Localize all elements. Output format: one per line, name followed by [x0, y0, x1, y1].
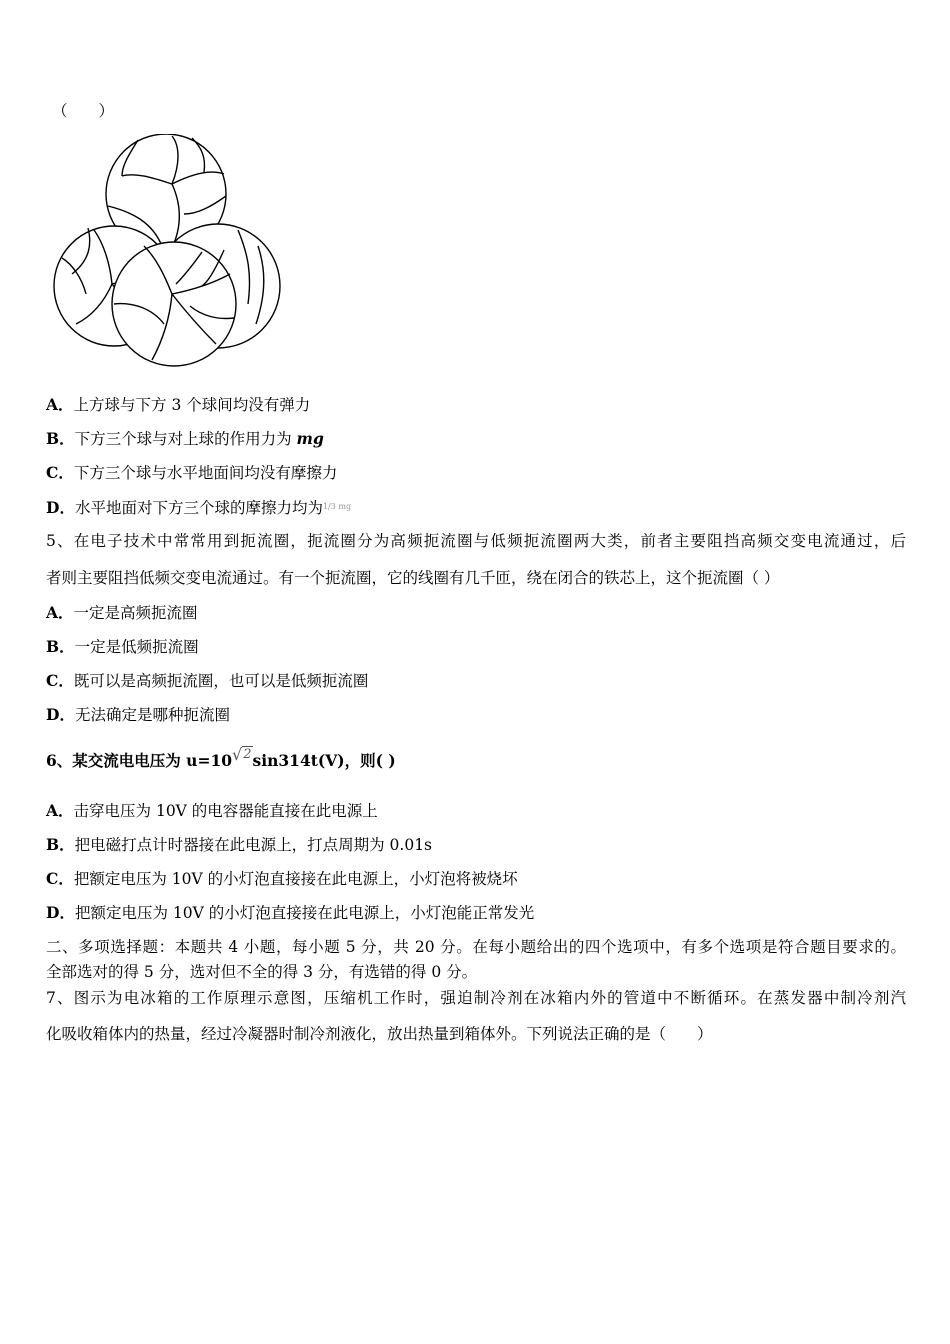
q5-stem-line2: 者则主要阻挡低频交变电流通过。有一个扼流圈，它的线圈有几千匝，绕在闭合的铁芯上，这个扼流圈（ ） [46, 569, 780, 587]
option-letter: A． [46, 603, 74, 622]
section2-heading-line1: 二、多项选择题：本题共 4 小题，每小题 5 分，共 20 分。在每小题给出的四个选项中，有多个选项是符合题目要求的。 [46, 938, 906, 956]
answer-parentheses: （ ） [52, 102, 115, 120]
option-letter: B． [46, 637, 75, 656]
option-letter: D． [46, 498, 75, 517]
option-text: 水平地面对下方三个球的摩擦力均为 [74, 499, 323, 517]
option-letter: D． [46, 705, 75, 724]
option-text: 一定是高频扼流圈 [73, 604, 198, 622]
q5-option-a [46, 603, 198, 623]
option-text: 既可以是高频扼流圈，也可以是低频扼流圈 [73, 672, 369, 690]
q5-option-d [46, 705, 230, 725]
option-text: 无法确定是哪种扼流圈 [74, 706, 230, 724]
sqrt-two: √$^2$ [232, 745, 252, 764]
option-letter: C． [46, 463, 74, 482]
option-letter: C． [46, 869, 74, 888]
q5-stem-line1: 5、在电子技术中常常用到扼流圈，扼流圈分为高频扼流圈与低频扼流圈两大类，前者主要阻挡高频交变电流通过，后 [46, 532, 906, 550]
q6-option-d [46, 903, 534, 923]
option-text: 下方三个球与水平地面间均没有摩擦力 [73, 464, 338, 482]
option-text: 一定是低频扼流圈 [74, 638, 199, 656]
math-mg: mg [296, 429, 324, 448]
option-letter: C． [46, 671, 74, 690]
option-letter: B． [46, 835, 75, 854]
q6-option-c [46, 869, 518, 889]
section2-heading-line2: 全部选对的得 5 分，选对但不全的得 3 分，有选错的得 0 分。 [46, 963, 478, 981]
q6-option-a [46, 801, 378, 821]
sqrt-radicand: 2 [243, 747, 252, 762]
q4-option-d [46, 497, 351, 518]
q6-option-b [46, 835, 432, 855]
q4-option-a [46, 395, 310, 415]
option-letter: D． [46, 903, 75, 922]
q4-option-c [46, 463, 337, 483]
option-letter: A． [46, 395, 74, 414]
q7-stem-line2: 化吸收箱体内的热量，经过冷凝器时制冷剂液化，放出热量到箱体外。下列说法正确的是（ ） [46, 1025, 713, 1043]
volleyball-stack-figure [52, 134, 284, 368]
option-text: 把额定电压为 10V 的小灯泡直接接在此电源上，小灯泡将被烧坏 [73, 870, 518, 888]
q5-option-b [46, 637, 199, 657]
q6-stem [46, 745, 396, 771]
q6-stem-post: sin314t(V)，则( ) [252, 751, 396, 770]
q5-option-c [46, 671, 368, 691]
option-text: 把额定电压为 10V 的小灯泡直接接在此电源上，小灯泡能正常发光 [74, 904, 535, 922]
option-text: 下方三个球与对上球的作用力为 [74, 430, 297, 448]
front-volleyball [112, 242, 236, 366]
fraction-image: 1/3 mg [322, 502, 352, 511]
q4-option-b [46, 429, 324, 449]
option-text: 上方球与下方 3 个球间均没有弹力 [73, 396, 311, 414]
option-text: 击穿电压为 10V 的电容器能直接在此电源上 [73, 802, 378, 820]
q6-stem-pre: 6、某交流电电压为 u=10 [46, 751, 233, 770]
option-letter: A． [46, 801, 74, 820]
q7-stem-line1: 7、图示为电冰箱的工作原理示意图，压缩机工作时，强迫制冷剂在冰箱内外的管道中不断循环。在蒸发器中制冷剂汽 [46, 989, 906, 1007]
option-letter: B． [46, 429, 75, 448]
option-text: 把电磁打点计时器接在此电源上，打点周期为 0.01s [74, 836, 433, 854]
